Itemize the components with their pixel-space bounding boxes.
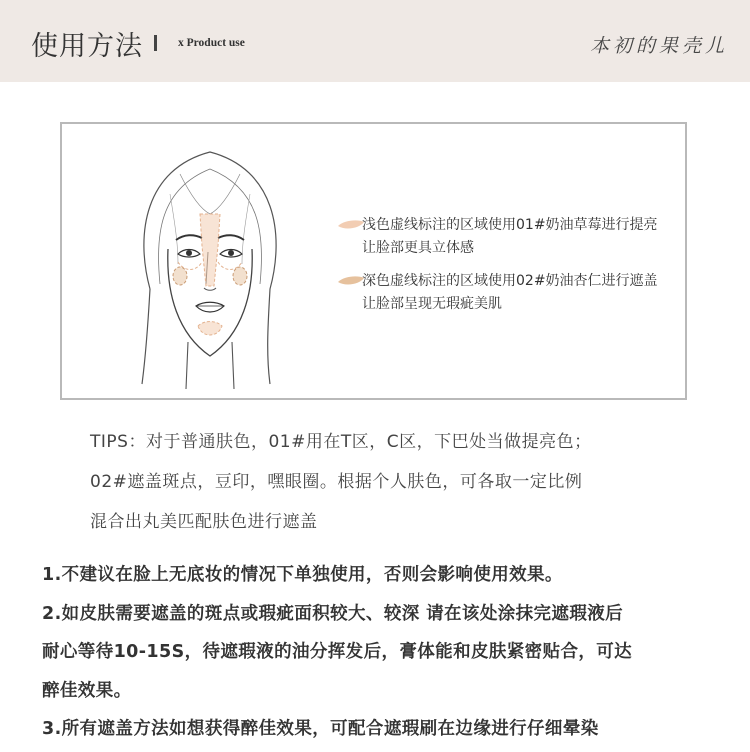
face-illustration	[120, 134, 300, 394]
note-line: 1.不建议在脸上无底妆的情况下单独使用，否则会影响使用效果。	[42, 565, 563, 585]
page-title: 使用方法	[31, 31, 143, 62]
legend-dark-line2: 让脸部呈现无瑕疵美肌	[362, 296, 502, 312]
usage-notes	[42, 556, 732, 749]
note-line: 3.所有遮盖方法如想获得醉佳效果，可配合遮瑕刷在边缘进行仔细晕染	[42, 719, 599, 739]
face-diagram	[60, 122, 687, 400]
legend-dark	[362, 270, 658, 316]
tips-line: 混合出丸美匹配肤色进行遮盖	[90, 512, 318, 532]
dark-swatch-icon	[336, 274, 366, 288]
light-swatch-icon	[336, 218, 366, 232]
legend-light	[362, 214, 658, 260]
note-line: 醉佳效果。	[42, 680, 132, 701]
legend-light-line2: 让脸部更具立体感	[362, 240, 474, 256]
header-banner	[0, 0, 750, 82]
tips-line: TIPS：对于普通肤色，01#用在T区，C区，下巴处当做提亮色；	[90, 432, 592, 452]
legend-dark-line1: 深色虚线标注的区域使用02#奶油杏仁进行遮盖	[362, 273, 658, 289]
note-line: 耐心等待10-15S，待遮瑕液的油分挥发后，膏体能和皮肤紧密贴合，可达	[42, 642, 633, 662]
note-line: 2.如皮肤需要遮盖的斑点或瑕疵面积较大、较深 请在该处涂抹完遮瑕液后	[42, 603, 624, 624]
tips-section	[90, 422, 592, 542]
brand-name: 本初的果壳儿	[589, 35, 728, 57]
legend-light-line1: 浅色虚线标注的区域使用01#奶油草莓进行提亮	[362, 217, 658, 233]
title-divider	[154, 35, 157, 51]
tips-line: 02#遮盖斑点，豆印，嘿眼圈。根据个人肤色，可各取一定比例	[90, 472, 583, 492]
page-subtitle: x Product use	[178, 37, 245, 49]
